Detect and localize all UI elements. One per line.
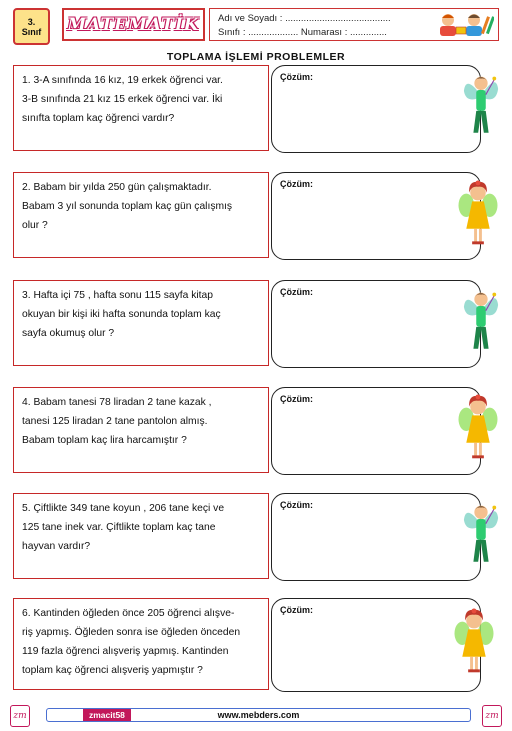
question-1-line-2: 3-B sınıfında 21 kız 15 erkek öğrenci var. İki <box>22 94 223 105</box>
question-6-line-2: riş yapmış. Öğleden sonra ise öğleden önceden <box>22 627 241 638</box>
logo-right-icon: zm <box>482 705 502 727</box>
question-5-line-2: 125 tane inek var. Çiftlikte toplam kaç tane <box>22 522 216 533</box>
solution-label: Çözüm: <box>280 179 313 189</box>
question-1-line-3: sınıfta toplam kaç öğrenci vardır? <box>22 113 175 124</box>
grade-number: 3. <box>27 16 36 27</box>
question-6-line-3: 119 fazla öğrenci alışveriş yapmış. Kantinden <box>22 646 229 657</box>
question-5-line-1: 5. Çiftlikte 349 tane koyun , 206 tane keçi ve <box>22 503 225 514</box>
footer-url[interactable]: www.mebders.com <box>217 710 300 720</box>
footer-tag: zmacit58 <box>83 709 131 721</box>
question-3-box <box>13 280 269 366</box>
solution-1-box[interactable] <box>271 65 481 153</box>
question-1-line-1: 1. 3-A sınıfında 16 kız, 19 erkek öğrenci var. <box>22 75 223 86</box>
question-6-line-4: toplam kaç öğrenci alışveriş yapmıştır ? <box>22 665 203 676</box>
solution-4-box[interactable] <box>271 387 481 475</box>
footer-bar <box>46 708 471 722</box>
question-6-line-1: 6. Kantinden öğleden önce 205 öğrenci alışve- <box>22 608 235 619</box>
solution-label: Çözüm: <box>280 72 313 82</box>
subject-title: MATEMATİK <box>67 14 200 35</box>
question-4-line-1: 4. Babam tanesi 78 liradan 2 tane kazak , <box>22 397 212 408</box>
question-4-line-3: Babam toplam kaç lira harcamıştır ? <box>22 435 187 446</box>
solution-label: Çözüm: <box>280 394 313 404</box>
grade-label: Sınıf <box>21 26 42 37</box>
question-3-line-1: 3. Hafta içi 75 , hafta sonu 115 sayfa kitap <box>22 290 213 301</box>
kids-reading-icon <box>434 12 494 38</box>
question-2-line-2: Babam 3 yıl sonunda toplam kaç gün çalışmış <box>22 201 233 212</box>
fairy-girl-icon <box>456 178 500 256</box>
name-line[interactable]: Adı ve Soyadı : ........................................ <box>218 13 391 24</box>
solution-label: Çözüm: <box>280 500 313 510</box>
solution-2-box[interactable] <box>271 172 481 260</box>
subject-title-box <box>62 8 205 41</box>
question-3-line-2: okuyan bir kişi iki hafta sonunda toplam kaç <box>22 309 221 320</box>
question-5-line-3: hayvan vardır? <box>22 541 91 552</box>
fairy-boy-icon <box>462 70 500 146</box>
question-4-line-2: tanesi 125 liradan 2 tane pantolon almış. <box>22 416 208 427</box>
fairy-boy-icon <box>462 499 500 575</box>
solution-label: Çözüm: <box>280 605 313 615</box>
grade-badge <box>13 8 50 45</box>
question-2-line-3: olur ? <box>22 220 48 231</box>
fairy-girl-icon <box>452 606 496 684</box>
question-4-box <box>13 387 269 473</box>
question-3-line-3: sayfa okumuş olur ? <box>22 328 115 339</box>
solution-5-box[interactable] <box>271 493 481 581</box>
student-info-box <box>209 8 499 41</box>
question-6-box <box>13 598 269 690</box>
class-number-line[interactable]: Sınıfı : ................... Numarası : .............. <box>218 27 387 38</box>
question-2-line-1: 2. Babam bir yılda 250 gün çalışmaktadır. <box>22 182 212 193</box>
section-title: TOPLAMA İŞLEMİ PROBLEMLER <box>166 51 346 63</box>
question-1-box <box>13 65 269 151</box>
fairy-girl-icon <box>456 392 500 470</box>
logo-left-icon: zm <box>10 705 30 727</box>
solution-3-box[interactable] <box>271 280 481 368</box>
question-2-box <box>13 172 269 258</box>
fairy-boy-icon <box>462 286 500 362</box>
question-5-box <box>13 493 269 579</box>
solution-6-box[interactable] <box>271 598 481 692</box>
solution-label: Çözüm: <box>280 287 313 297</box>
